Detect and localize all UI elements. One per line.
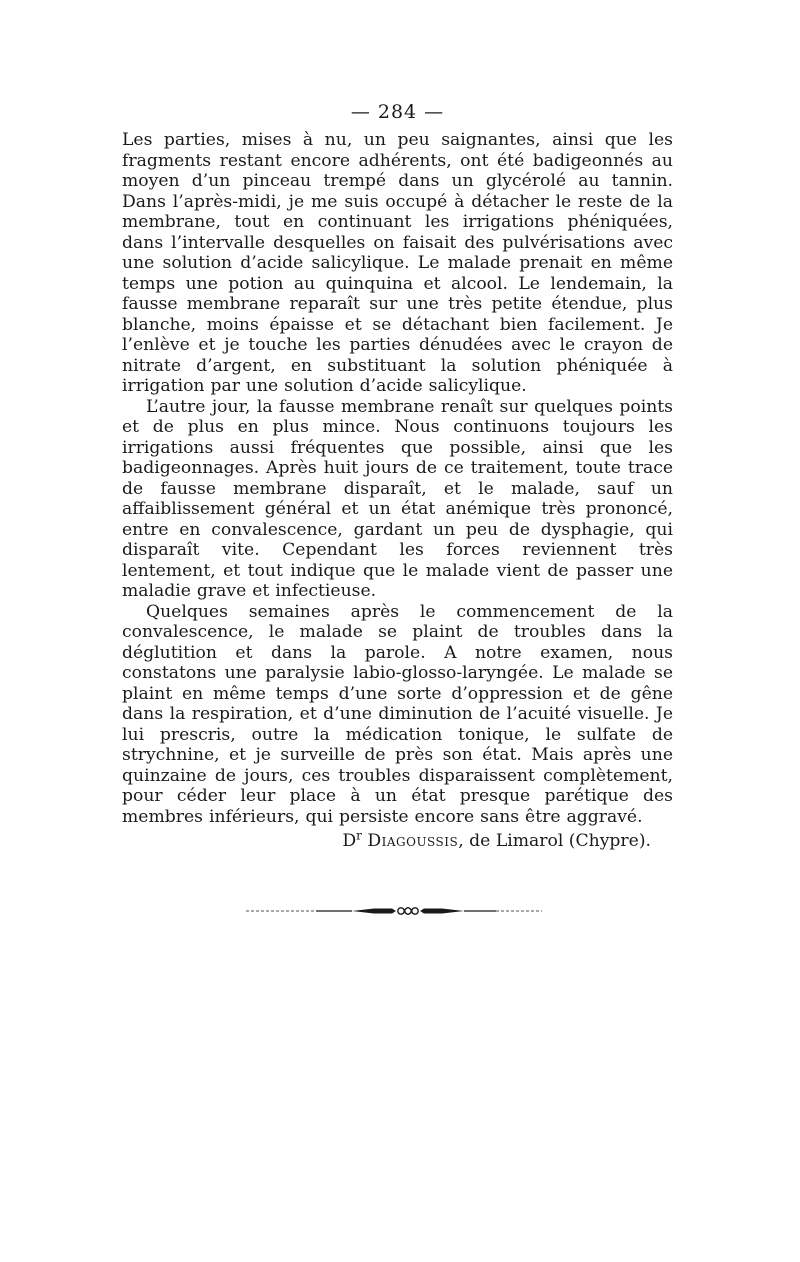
signature-title-superscript: r (356, 828, 362, 843)
paragraph-3: Quelques semaines après le commencement de la convalescence, le malade se plaint de troubles dans la déglutition et dans la parole. A notre examen, nous constatons une paralysie labio-glosso-laryngée. Le malade se plaint en même temps d’une sorte d’oppression et de gêne dans la respiration, et d’une diminution de l’acuité visuelle. Je lui prescris, outre la médication tonique, le sulfate de strychnine, et je surveille de près son état. Mais après une quinzaine de jours, ces troubles disparaissent complètement, pour céder leur place à un état presque parétique des membres inférieurs, qui persiste encore sans être aggravé. (122, 601, 673, 827)
signature-title-letter: D (342, 831, 357, 851)
signature (122, 829, 651, 853)
paragraph-2: L’autre jour, la fausse membrane renaît sur quelques points et de plus en plus mince. Nous continuons toujours les irrigations aussi fréquentes que possible, ainsi que les badigeonnages. Après huit jours de ce traitement, toute trace de fausse membrane disparaît, et le malade, sauf un affaiblissement général et un état anémique très prononcé, entre en convalescence, gardant un peu de dysphagie, qui disparaît vite. Cependant les forces reviennent très lentement, et tout indique que le malade vient de passer une maladie grave et infectieuse. (122, 396, 673, 601)
page-body (122, 100, 673, 853)
author-name: Diagoussis (367, 831, 459, 851)
author-place: , de Limarol (Chypre). (458, 831, 651, 851)
page-number: — 284 — (350, 101, 445, 123)
paragraph-1: Les parties, mises à nu, un peu saignantes, ainsi que les fragments restant encore adhérents, ont été badigeonnés au moyen d’un pinceau trempé dans un glycérolé au tannin. Dans l’après-midi, je me suis occupé à détacher le reste de la membrane, tout en continuant les irrigations phéniquées, dans l’intervalle desquelles on faisait des pulvérisations avec une solution d’acide salicylique. Le malade prenait en même temps une potion au quinquina et alcool. Le lendemain, la fausse membrane reparaît sur une très petite étendue, plus blanche, moins épaisse et se détachant bien facilement. Je l’enlève et je touche les parties dénudées avec le crayon de nitrate d’argent, en substituant la solution phéniquée à irrigation par une solution d’acide salicylique. (122, 130, 673, 396)
ornamental-divider-icon (246, 905, 542, 917)
